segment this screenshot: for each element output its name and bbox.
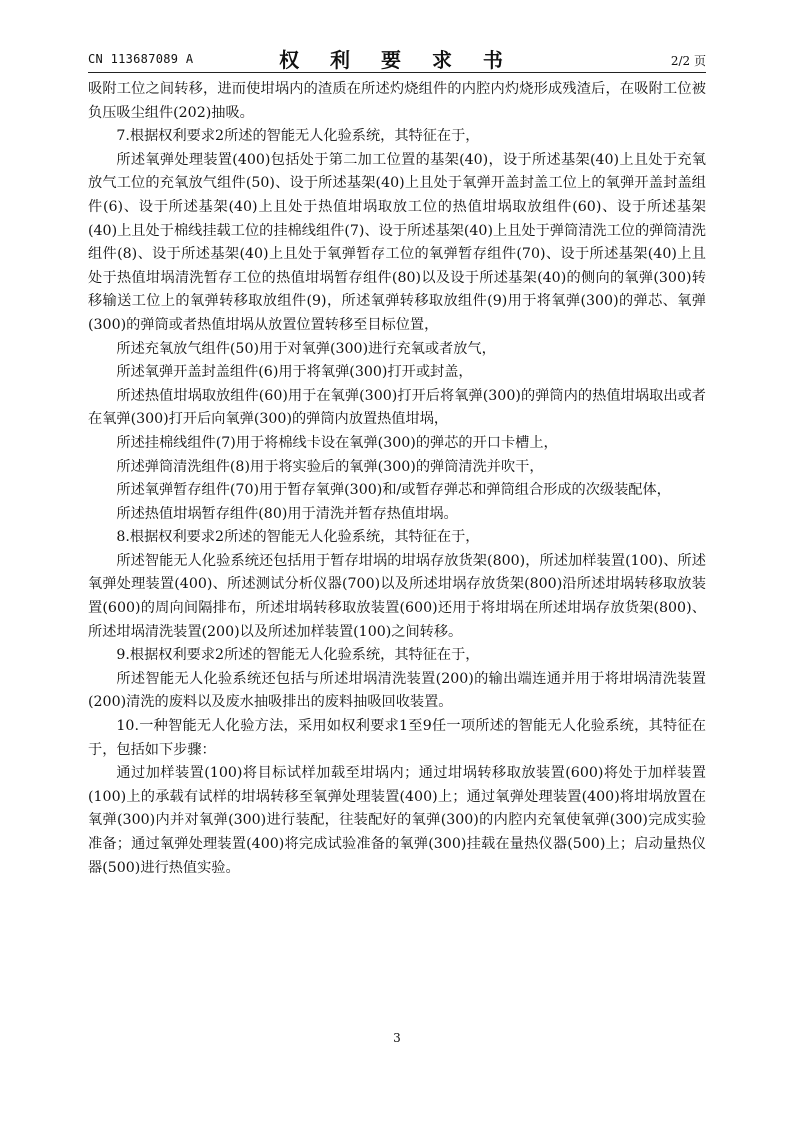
header-rule [88, 72, 706, 73]
claim-paragraph: 所述智能无人化验系统还包括与所述坩埚清洗装置(200)的输出端连通并用于将坩埚清洗装置(200)清洗的废料以及废水抽吸排出的废料抽吸回收装置。 [88, 670, 706, 711]
claim-10-heading: 10.一种智能无人化验方法，采用如权利要求1至9任一项所述的智能无人化验系统，其特征在于，包括如下步骤： [88, 718, 706, 758]
claims-body [88, 78, 706, 880]
claim-paragraph: 所述热值坩埚暂存组件(80)用于清洗并暂存热值坩埚。 [116, 505, 458, 522]
page-number: 3 [393, 1031, 401, 1045]
page-count: 2/2 页 [670, 54, 706, 68]
claim-paragraph: 所述弹筒清洗组件(8)用于将实验后的氧弹(300)的弹筒清洗并吹干， [116, 458, 544, 475]
claim-paragraph: 所述挂棉线组件(7)用于将棉线卡设在氧弹(300)的弹芯的开口卡槽上， [116, 434, 558, 451]
claim-9-heading: 9.根据权利要求2所述的智能无人化验系统，其特征在于， [116, 647, 480, 664]
claim-paragraph: 吸附工位之间转移，进而使坩埚内的渣质在所述灼烧组件的内腔内灼烧形成残渣后，在吸附工位被负压吸尘组件(202)抽吸。 [88, 81, 706, 121]
claim-paragraph: 所述智能无人化验系统还包括用于暂存坩埚的坩埚存放货架(800)，所述加样装置(100)、所述氧弹处理装置(400)、所述测试分析仪器(700)以及所述坩埚存放货架(800)沿所述坩埚转移取放装置(600)的周向间隔排布，所述坩埚转移取放装置(600)还用于将坩埚在所述坩埚存放货架(800)、所述坩埚清洗装置(200)以及所述加样装置(100)之间转移。 [88, 552, 706, 640]
page-header [88, 44, 706, 70]
claim-paragraph: 通过加样装置(100)将目标试样加载至坩埚内；通过坩埚转移取放装置(600)将处于加样装置(100)上的承载有试样的坩埚转移至氧弹处理装置(400)上；通过氧弹处理装置(400)将坩埚放置在氧弹(300)内并对氧弹(300)进行装配，往装配好的氧弹(300)的内腔内充氧使氧弹(300)完成实验准备；通过氧弹处理装置(400)将完成试验准备的氧弹(300)挂载在量热仪器(500)上；启动量热仪器(500)进行热值实验。 [88, 765, 706, 876]
claim-8-heading: 8.根据权利要求2所述的智能无人化验系统，其特征在于， [116, 529, 480, 546]
claim-paragraph: 所述氧弹开盖封盖组件(6)用于将氧弹(300)打开或封盖， [116, 364, 473, 381]
claim-paragraph: 所述氧弹处理装置(400)包括处于第二加工位置的基架(40)，设于所述基架(40)上且处于充氧放气工位的充氧放气组件(50)、设于所述基架(40)上且处于氧弹开盖封盖工位上的氧弹开盖封盖组件(6)、设于所述基架(40)上且处于热值坩埚取放工位的热值坩埚取放组件(60)、设于所述基架(40)上且处于棉线挂载工位的挂棉线组件(7)、设于所述基架(40)上且处于弹筒清洗工位的弹筒清洗组件(8)、设于所述基架(40)上且处于氧弹暂存工位的氧弹暂存组件(70)、设于所述基架(40)上且处于热值坩埚清洗暂存工位的热值坩埚暂存组件(80)以及设于所述基架(40)的侧向的氧弹(300)转移输送工位上的氧弹转移取放组件(9)，所述氧弹转移取放组件(9)用于将氧弹(300)的弹芯、氧弹(300)的弹筒或者热值坩埚从放置位置转移至目标位置， [88, 151, 706, 333]
claim-paragraph: 所述热值坩埚取放组件(60)用于在氧弹(300)打开后将氧弹(300)的弹筒内的热值坩埚取出或者在氧弹(300)打开后向氧弹(300)的弹筒内放置热值坩埚， [88, 387, 706, 428]
claim-paragraph: 所述氧弹暂存组件(70)用于暂存氧弹(300)和/或暂存弹芯和弹筒组合形成的次级装配体， [116, 482, 671, 499]
publication-number: CN 113687089 A [88, 52, 194, 66]
claim-7-heading: 7.根据权利要求2所述的智能无人化验系统，其特征在于， [116, 128, 480, 145]
section-title: 权 利 要 求 书 [279, 48, 515, 72]
claim-paragraph: 所述充氧放气组件(50)用于对氧弹(300)进行充氧或者放气， [116, 340, 496, 357]
